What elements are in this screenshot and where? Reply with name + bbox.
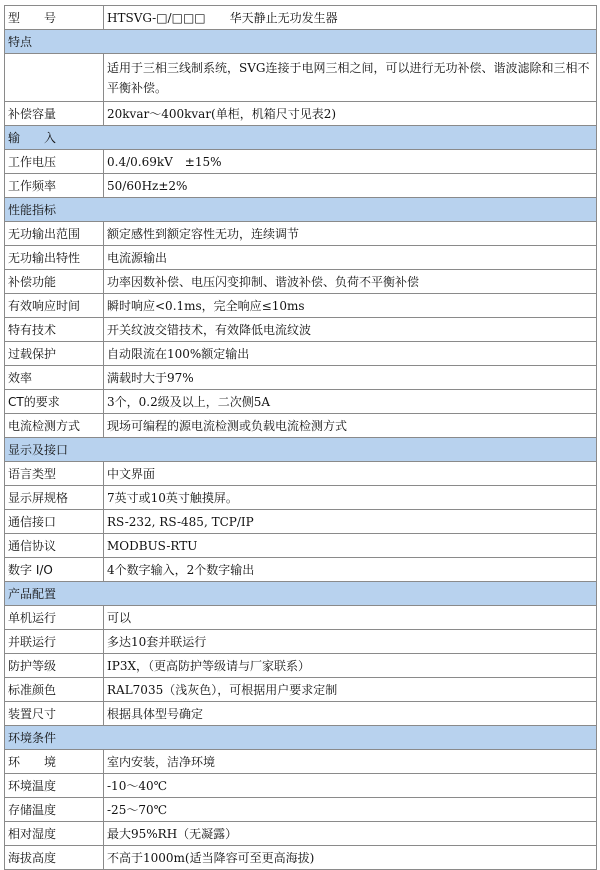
row-label: 装置尺寸	[5, 702, 104, 726]
row-label	[5, 54, 104, 102]
row-value: 开关纹波交错技术，有效降低电流纹波	[104, 318, 597, 342]
table-row	[5, 414, 597, 438]
row-value: 0.4/0.69kV ±15%	[104, 150, 597, 174]
row-value: 50/60Hz±2%	[104, 174, 597, 198]
row-label: 通信协议	[5, 534, 104, 558]
title-value: HTSVG-□/□□□ 华天静止无功发生器	[104, 6, 597, 30]
spec-table-body	[5, 6, 597, 870]
table-row	[5, 750, 597, 774]
table-row	[5, 654, 597, 678]
row-label: 电流检测方式	[5, 414, 104, 438]
table-row	[5, 558, 597, 582]
row-label: 环 境	[5, 750, 104, 774]
table-row	[5, 678, 597, 702]
row-value: 7英寸或10英寸触摸屏。	[104, 486, 597, 510]
row-value: 额定感性到额定容性无功，连续调节	[104, 222, 597, 246]
row-value: 4个数字输入，2个数字输出	[104, 558, 597, 582]
row-label: 特有技术	[5, 318, 104, 342]
row-label: 通信接口	[5, 510, 104, 534]
table-row	[5, 390, 597, 414]
row-label: 补偿容量	[5, 102, 104, 126]
table-row	[5, 246, 597, 270]
row-value: 3个，0.2级及以上，二次侧5A	[104, 390, 597, 414]
table-row	[5, 702, 597, 726]
row-value: 不高于1000m(适当降容可至更高海拔)	[104, 846, 597, 870]
section-header-row	[5, 726, 597, 750]
row-label: 相对湿度	[5, 822, 104, 846]
section-heading: 特点	[5, 30, 597, 54]
row-label: 语言类型	[5, 462, 104, 486]
table-row	[5, 54, 597, 102]
row-label: 环境温度	[5, 774, 104, 798]
row-value: 功率因数补偿、电压闪变抑制、谐波补偿、负荷不平衡补偿	[104, 270, 597, 294]
table-row	[5, 774, 597, 798]
table-row	[5, 270, 597, 294]
table-row	[5, 486, 597, 510]
section-header-row	[5, 30, 597, 54]
row-label: 防护等级	[5, 654, 104, 678]
row-label: 存储温度	[5, 798, 104, 822]
table-row	[5, 822, 597, 846]
row-value: 室内安装，洁净环境	[104, 750, 597, 774]
row-value: -25～70℃	[104, 798, 597, 822]
row-label: 单机运行	[5, 606, 104, 630]
row-value: 根据具体型号确定	[104, 702, 597, 726]
section-heading: 环境条件	[5, 726, 597, 750]
table-row	[5, 798, 597, 822]
row-label: 效率	[5, 366, 104, 390]
row-value: 现场可编程的源电流检测或负载电流检测方式	[104, 414, 597, 438]
title-label: 型 号	[5, 6, 104, 30]
row-label: 补偿功能	[5, 270, 104, 294]
table-row	[5, 102, 597, 126]
title-row	[5, 6, 597, 30]
row-value: 满载时大于97%	[104, 366, 597, 390]
table-row	[5, 846, 597, 870]
section-header-row	[5, 198, 597, 222]
row-label: 无功输出范围	[5, 222, 104, 246]
row-label: 标准颜色	[5, 678, 104, 702]
table-row	[5, 534, 597, 558]
row-value: RS-232, RS-485, TCP/IP	[104, 510, 597, 534]
table-row	[5, 318, 597, 342]
row-label: 海拔高度	[5, 846, 104, 870]
row-label: 并联运行	[5, 630, 104, 654]
row-value: MODBUS-RTU	[104, 534, 597, 558]
table-row	[5, 222, 597, 246]
section-header-row	[5, 582, 597, 606]
row-value: 最大95%RH（无凝露）	[104, 822, 597, 846]
table-row	[5, 174, 597, 198]
row-label: CT的要求	[5, 390, 104, 414]
row-value: 瞬时响应<0.1ms，完全响应≤10ms	[104, 294, 597, 318]
row-value: RAL7035（浅灰色），可根据用户要求定制	[104, 678, 597, 702]
row-value: 可以	[104, 606, 597, 630]
table-row	[5, 630, 597, 654]
row-label: 数字 I/O	[5, 558, 104, 582]
section-heading: 性能指标	[5, 198, 597, 222]
table-row	[5, 510, 597, 534]
row-value: 电流源输出	[104, 246, 597, 270]
table-row	[5, 462, 597, 486]
row-value: 中文界面	[104, 462, 597, 486]
row-label: 显示屏规格	[5, 486, 104, 510]
row-label: 工作电压	[5, 150, 104, 174]
row-value: 多达10套并联运行	[104, 630, 597, 654]
row-value: 适用于三相三线制系统，SVG连接于电网三相之间，可以进行无功补偿、谐波滤除和三相不平衡补偿。	[104, 54, 597, 102]
row-value: IP3X，（更高防护等级请与厂家联系）	[104, 654, 597, 678]
table-row	[5, 606, 597, 630]
row-value: 20kvar～400kvar(单柜，机箱尺寸见表2)	[104, 102, 597, 126]
row-label: 过载保护	[5, 342, 104, 366]
table-row	[5, 366, 597, 390]
table-row	[5, 294, 597, 318]
row-value: 自动限流在100%额定输出	[104, 342, 597, 366]
section-header-row	[5, 126, 597, 150]
section-header-row	[5, 438, 597, 462]
table-row	[5, 150, 597, 174]
row-label: 无功输出特性	[5, 246, 104, 270]
row-label: 有效响应时间	[5, 294, 104, 318]
table-row	[5, 342, 597, 366]
row-value: -10～40℃	[104, 774, 597, 798]
spec-table	[4, 5, 597, 870]
row-label: 工作频率	[5, 174, 104, 198]
section-heading: 输 入	[5, 126, 597, 150]
section-heading: 显示及接口	[5, 438, 597, 462]
section-heading: 产品配置	[5, 582, 597, 606]
